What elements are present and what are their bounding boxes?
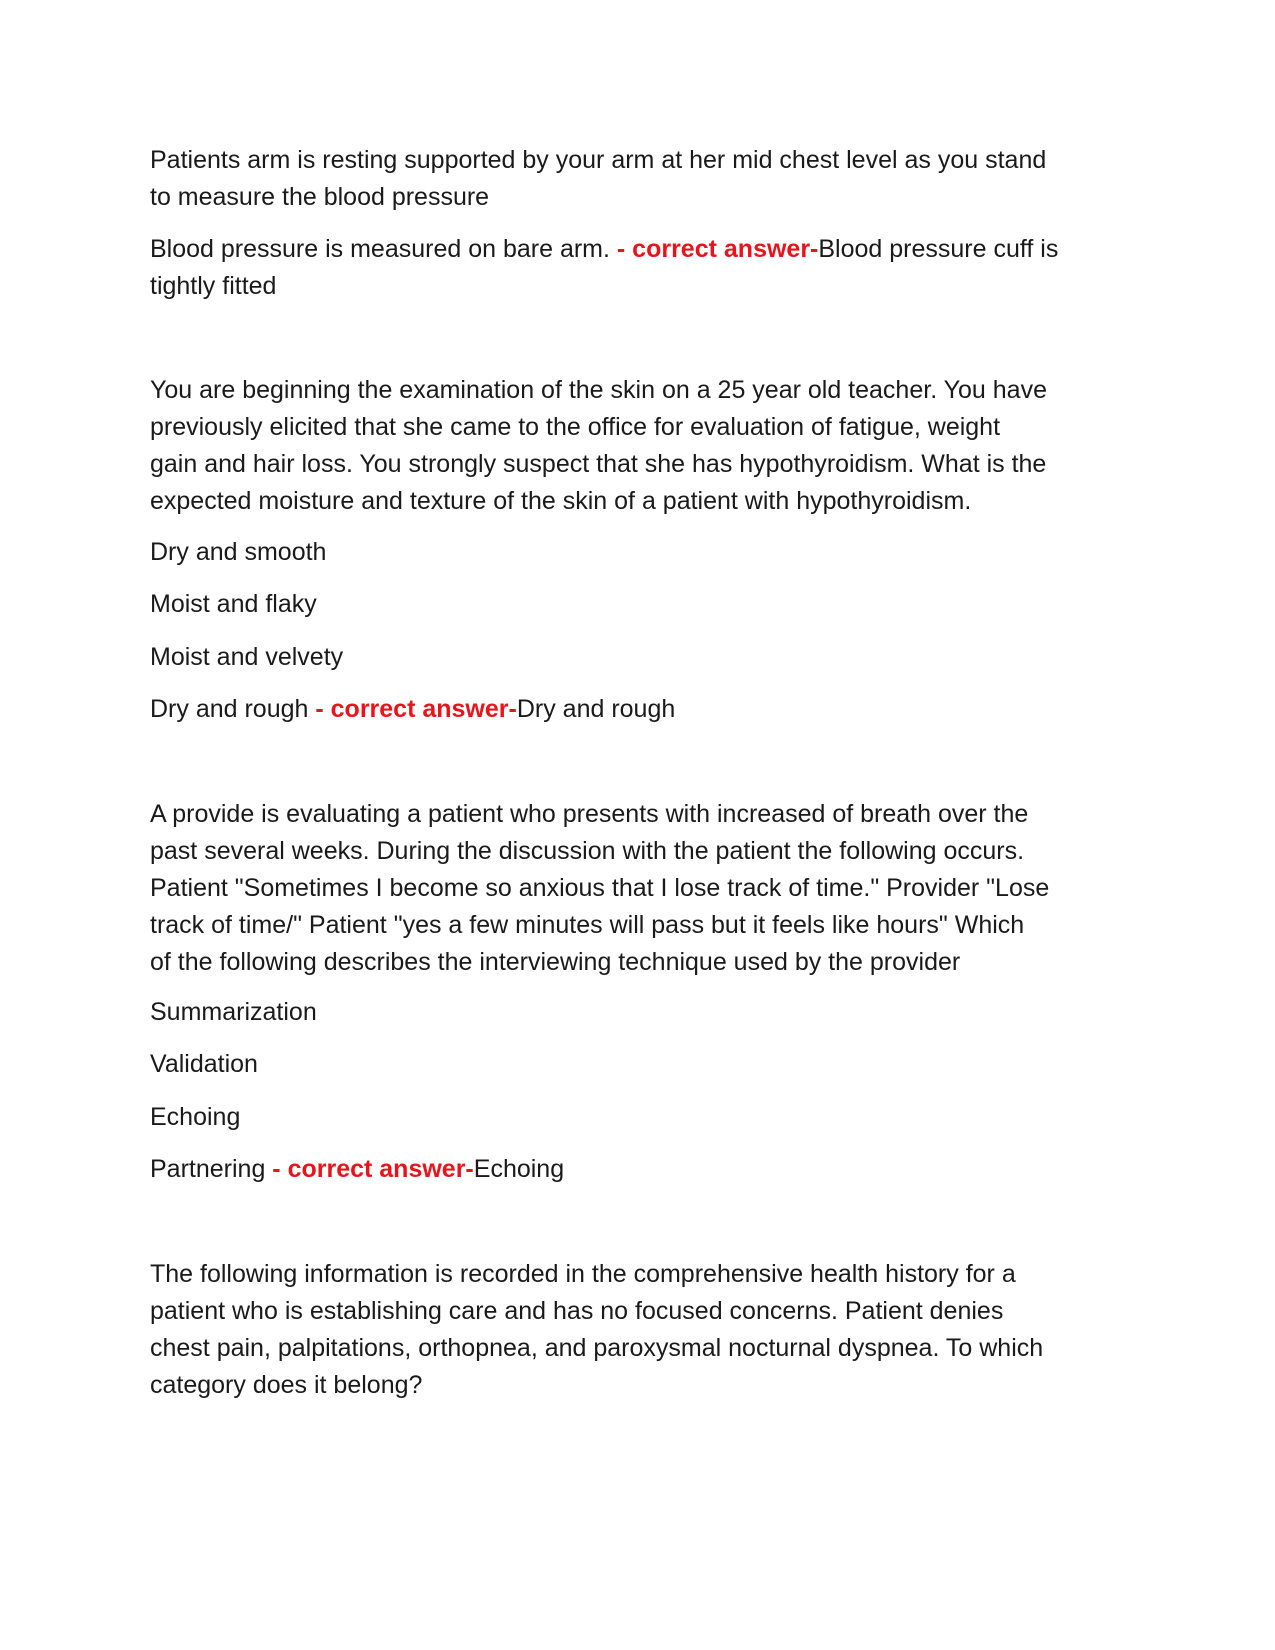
question-4-stem-line: The following information is recorded in the comprehensive health history for a xyxy=(150,1260,1016,1288)
question-4-stem-line: patient who is establishing care and has no focused concerns. Patient denies xyxy=(150,1297,1004,1325)
question-2-answer xyxy=(150,691,1110,728)
question-3-stem-line: A provide is evaluating a patient who presents with increased of breath over the xyxy=(150,800,1029,828)
answer-text: Echoing xyxy=(473,1155,565,1183)
question-1-stem-line: to measure the blood pressure xyxy=(150,183,490,211)
question-3-stem-line: track of time/" Patient "yes a few minutes will pass but it feels like hours" Which xyxy=(150,911,1025,939)
question-1-answer xyxy=(150,231,1110,305)
question-3-option: Echoing xyxy=(150,1103,241,1131)
question-4-stem-line: category does it belong? xyxy=(150,1371,423,1399)
option-text: Dry and rough xyxy=(150,695,316,723)
question-4-stem-line: chest pain, palpitations, orthopnea, and paroxysmal nocturnal dyspnea. To which xyxy=(150,1334,1044,1362)
question-3-answer xyxy=(150,1151,1110,1188)
question-3-stem xyxy=(150,796,1110,981)
correct-answer-marker: - correct answer- xyxy=(272,1155,474,1183)
correct-answer-marker: - correct answer- xyxy=(616,235,819,263)
question-1-stem xyxy=(150,142,1110,216)
question-3-option: Validation xyxy=(150,1050,258,1078)
question-1-stem-line: Patients arm is resting supported by your arm at her mid chest level as you stand xyxy=(150,146,1047,174)
option-text: Partnering xyxy=(150,1155,273,1183)
question-2-stem-line: gain and hair loss. You strongly suspect that she has hypothyroidism. What is the xyxy=(150,450,1047,478)
question-1-answer-line xyxy=(150,231,1110,268)
question-4-stem xyxy=(150,1256,1110,1404)
question-2-stem-line: expected moisture and texture of the skin of a patient with hypothyroidism. xyxy=(150,487,972,515)
correct-answer-marker: - correct answer- xyxy=(315,695,517,723)
question-2-stem-line: You are beginning the examination of the skin on a 25 year old teacher. You have xyxy=(150,376,1047,404)
question-3-option: Summarization xyxy=(150,998,317,1026)
question-2-option: Moist and velvety xyxy=(150,643,344,671)
question-3-stem-line: Patient "Sometimes I become so anxious that I lose track of time." Provider "Lose xyxy=(150,874,1050,902)
answer-text: Blood pressure cuff is xyxy=(818,235,1059,263)
question-3-stem-line: past several weeks. During the discussion with the patient the following occurs. xyxy=(150,837,1025,865)
question-2-option: Moist and flaky xyxy=(150,590,317,618)
option-text: Blood pressure is measured on bare arm. xyxy=(150,235,617,263)
question-2-stem xyxy=(150,372,1110,520)
question-2-option: Dry and smooth xyxy=(150,538,327,566)
answer-text-continued: tightly fitted xyxy=(150,272,277,300)
answer-text: Dry and rough xyxy=(516,695,676,723)
question-2-stem-line: previously elicited that she came to the office for evaluation of fatigue, weight xyxy=(150,413,1001,441)
question-3-stem-line: of the following describes the interviewing technique used by the provider xyxy=(150,948,961,976)
